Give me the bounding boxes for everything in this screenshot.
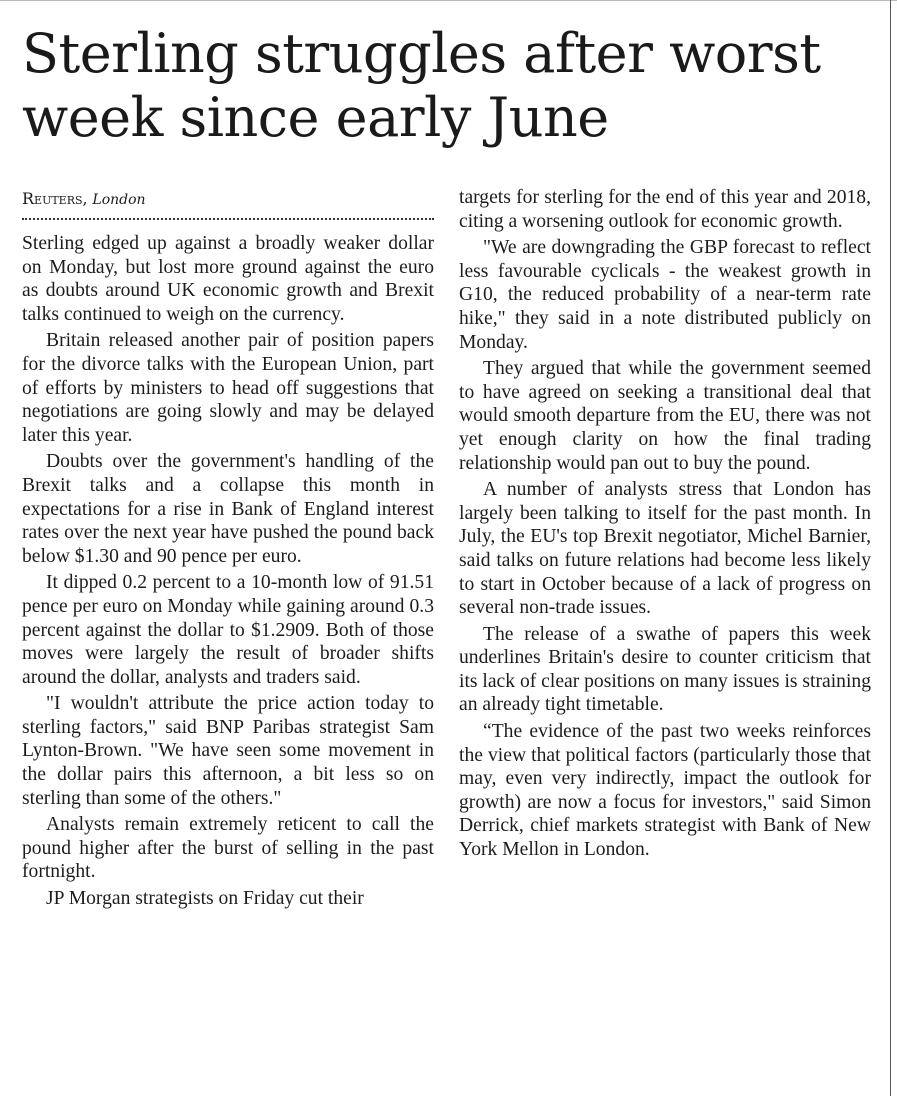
paragraph: "We are downgrading the GBP forecast to reflect less favourable cyclicals - the weakest growth in G10, the reduced probability of a near-term rate hike," they said in a note distributed publicly on Monday. <box>459 237 871 353</box>
paragraph: Sterling edged up against a broadly weaker dollar on Monday, but lost more ground against the euro as doubts around UK economic growth and Brexit talks continued to weigh on the currency. <box>22 233 434 325</box>
article-column-right <box>459 186 871 862</box>
paragraph: JP Morgan strategists on Friday cut their <box>46 888 364 910</box>
article-column-left <box>22 232 434 911</box>
paragraph: targets for sterling for the end of this year and 2018, citing a worsening outlook for economic growth. <box>459 187 871 232</box>
top-border <box>0 0 897 1</box>
paragraph: Doubts over the government's handling of the Brexit talks and a collapse this month in expectations for a rise in Bank of England interest rates over the next year have pushed the pound back below $1.30 and 90 pence per euro. <box>22 451 434 567</box>
byline <box>22 189 442 210</box>
byline-agency: Reuters, <box>22 189 88 208</box>
dotted-divider <box>22 218 434 220</box>
byline-location: London <box>92 192 146 208</box>
paragraph: Britain released another pair of position papers for the divorce talks with the European Union, part of efforts by ministers to head off suggestions that negotiations are going slowly and may be delayed later this year. <box>22 330 434 446</box>
headline: Sterling struggles after worst week since early June <box>22 22 821 149</box>
column-rule <box>890 0 891 1096</box>
paragraph: They argued that while the government seemed to have agreed on seeking a transitional deal that would smooth departure from the EU, there was not yet enough clarity on how the final trading relationship would pan out to buy the pound. <box>459 358 871 474</box>
paragraph: “The evidence of the past two weeks reinforces the view that political factors (particularly those that may, even very indirectly, impact the outlook for growth) are now a focus for investors," said Simon Derrick, chief markets strategist with Bank of New York Mellon in London. <box>459 721 871 861</box>
paragraph: "I wouldn't attribute the price action today to sterling factors," said BNP Paribas strategist Sam Lynton-Brown. "We have seen some movement in the dollar pairs this afternoon, a bit less so on sterling than some of the others." <box>22 693 434 809</box>
paragraph: It dipped 0.2 percent to a 10-month low of 91.51 pence per euro on Monday while gaining around 0.3 percent against the dollar to $1.2909. Both of those moves were largely the result of broader shifts around the dollar, analysts and traders said. <box>22 572 434 688</box>
paragraph: A number of analysts stress that London has largely been talking to itself for the past month. In July, the EU's top Brexit negotiator, Michel Barnier, said talks on future relations had become less likely to start in October because of a lack of progress on several non-trade issues. <box>459 479 871 619</box>
paragraph: The release of a swathe of papers this week underlines Britain's desire to counter criticism that its lack of clear positions on many issues is straining an already tight timetable. <box>459 623 871 716</box>
paragraph: Analysts remain extremely reticent to call the pound higher after the burst of selling in the past fortnight. <box>22 814 434 883</box>
